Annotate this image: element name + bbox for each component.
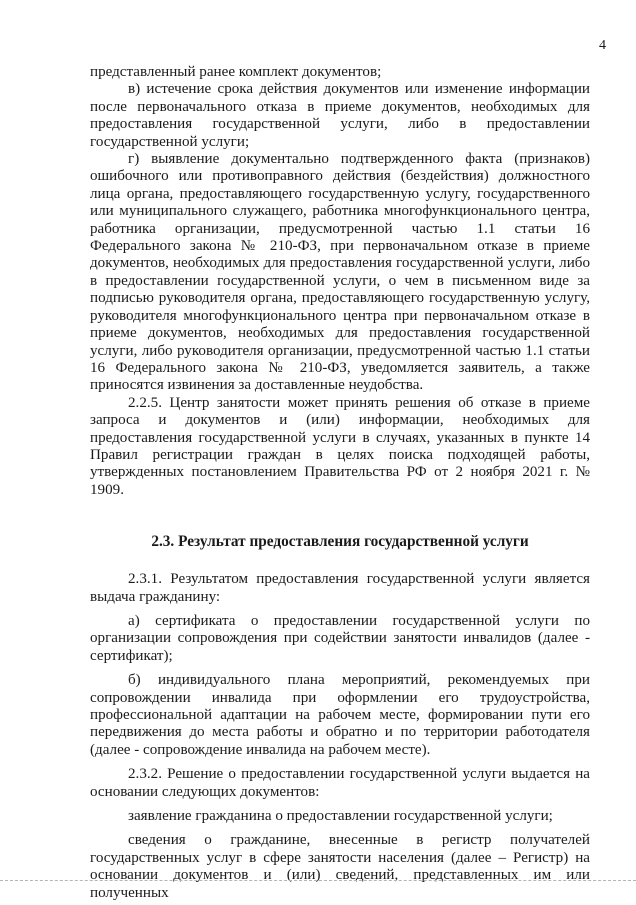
paragraph: б) индивидуального плана мероприятий, рекомендуемых при сопровождении инвалида при оформлении его трудоустройства, профессиональной адаптации на рабочем месте, формировании пути его передвижения до места работы и обратно и по территории работодателя (далее - сопровождение инвалида на рабочем месте). — [90, 672, 590, 758]
page-number: 4 — [599, 38, 606, 53]
paragraph: 2.3.2. Решение о предоставлении государственной услуги выдается на основании следующих документов: — [90, 766, 590, 800]
document-body — [90, 64, 590, 902]
paragraph: сведения о гражданине, внесенные в регистр получателей государственных услуг в сфере занятости населения (далее – Регистр) на основании документов и (или) сведений, представленных им или полученных — [90, 832, 590, 901]
paragraph: в) истечение срока действия документов или изменение информации после первоначального отказа в приеме документов, необходимых для предоставления государственной услуги, либо в предоставлении государственной услуги; — [90, 81, 590, 150]
paragraph: представленный ранее комплект документов; — [90, 64, 382, 80]
paragraph: 2.2.5. Центр занятости может принять решения об отказе в приеме запроса и документов и (или) информации, необходимых для предоставления государственной услуги в случаях, указанных в пункте 14 Правил регистрации граждан в целях поиска подходящей работы, утвержденных постановлением Правительства РФ от 2 ноября 2021 г. № 1909. — [90, 394, 590, 498]
scan-edge-line — [0, 880, 636, 881]
paragraph: заявление гражданина о предоставлении государственной услуги; — [128, 808, 553, 825]
paragraph: г) выявление документально подтвержденного факта (признаков) ошибочного или противоправного действия (бездействия) должностного лица органа, предоставляющего государственную услугу, государственного или муниципального служащего, работника многофункционального центра, работника организации, предусмотренной частью 1.1 статьи 16 Федерального закона № 210-ФЗ, при первоначальном отказе в приеме документов, необходимых для предоставления государственной услуги, либо в предоставлении государственной услуги, о чем в письменном виде за подписью руководителя органа, предоставляющего государственную услугу, руководителя многофункционального центра при первоначальном отказе в приеме документов, необходимых для предоставления государственной услуги, либо руководителя организации, предусмотренной частью 1.1 статьи 16 Федерального закона № 210-ФЗ, уведомляется заявитель, а также приносятся извинения за доставленные неудобства. — [90, 151, 590, 394]
paragraph: 2.3.1. Результатом предоставления государственной услуги является выдача гражданину: — [90, 571, 590, 605]
section-heading: 2.3. Результат предоставления государственной услуги — [151, 533, 529, 551]
paragraph: а) сертификата о предоставлении государственной услуги по организации сопровождения при содействии занятости инвалидов (далее - сертификат); — [90, 612, 590, 664]
